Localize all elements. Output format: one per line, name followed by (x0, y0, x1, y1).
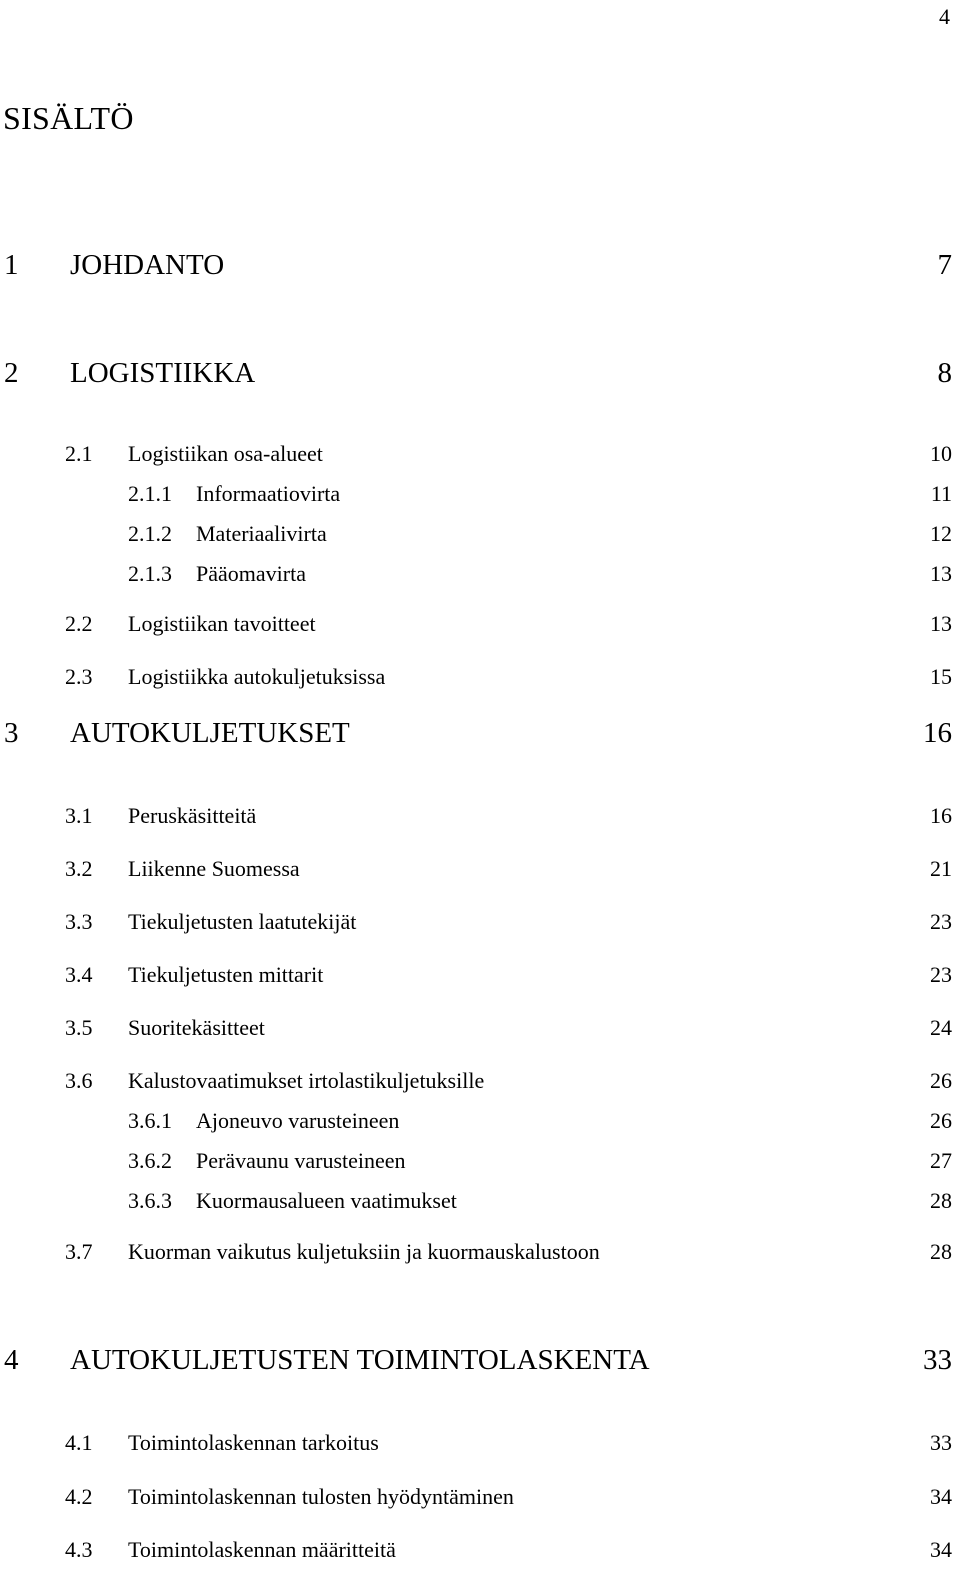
toc-entry-number: 4.3 (65, 1537, 93, 1562)
toc-entry-page: 23 (930, 909, 952, 934)
toc-entry-page: 28 (930, 1188, 952, 1213)
toc-entry-page: 21 (930, 856, 952, 881)
toc-entry-chapter-4[interactable] (0, 1344, 952, 1384)
toc-entry-page: 28 (930, 1239, 952, 1264)
toc-entry-number: 3.3 (65, 909, 93, 934)
toc-entry-number: 3 (4, 717, 19, 749)
toc-entry-title: JOHDANTO (70, 249, 225, 281)
toc-entry-number: 2.1 (65, 441, 93, 466)
toc-entry-number: 3.5 (65, 1015, 93, 1040)
toc-entry-subsection-3-6-2[interactable] (0, 1148, 952, 1188)
toc-entry-number: 3.7 (65, 1239, 93, 1264)
toc-entry-title: Suoritekäsitteet (128, 1015, 265, 1040)
toc-entry-section-3-2[interactable] (0, 856, 952, 896)
toc-entry-title: Kalustovaatimukset irtolastikuljetuksille (128, 1068, 485, 1093)
toc-entry-number: 3.1 (65, 803, 93, 828)
toc-entry-page: 16 (923, 717, 952, 749)
toc-entry-title: Logistiikan tavoitteet (128, 611, 316, 636)
toc-entry-section-3-4[interactable] (0, 962, 952, 1002)
toc-entry-page: 8 (937, 357, 952, 389)
toc-entry-number: 3.6.3 (128, 1188, 172, 1213)
toc-entry-section-2-1[interactable] (0, 441, 952, 481)
toc-entry-title: AUTOKULJETUSTEN TOIMINTOLASKENTA (70, 1344, 650, 1376)
toc-entry-section-3-7[interactable] (0, 1239, 952, 1279)
toc-entry-subsection-2-1-3[interactable] (0, 561, 952, 601)
toc-entry-title: Toimintolaskennan tarkoitus (128, 1430, 379, 1455)
toc-entry-title: Toimintolaskennan määritteitä (128, 1537, 396, 1562)
toc-entry-page: 13 (930, 561, 952, 586)
toc-entry-title: Ajoneuvo varusteineen (196, 1108, 400, 1133)
toc-entry-page: 15 (930, 664, 952, 689)
toc-entry-title: Toimintolaskennan tulosten hyödyntäminen (128, 1484, 514, 1509)
toc-entry-title: Peruskäsitteitä (128, 803, 257, 828)
toc-entry-section-3-6[interactable] (0, 1068, 952, 1108)
toc-entry-number: 2.3 (65, 664, 93, 689)
toc-entry-number: 3.6 (65, 1068, 93, 1093)
toc-entry-page: 13 (930, 611, 952, 636)
toc-entry-number: 2.1.1 (128, 481, 172, 506)
toc-entry-number: 2.1.2 (128, 521, 172, 546)
toc-entry-section-4-2[interactable] (0, 1484, 952, 1524)
toc-entry-number: 4.1 (65, 1430, 93, 1455)
toc-entry-chapter-1[interactable] (0, 249, 952, 289)
toc-entry-page: 7 (937, 249, 952, 281)
toc-entry-page: 11 (930, 481, 952, 506)
toc-entry-title: Tiekuljetusten laatutekijät (128, 909, 357, 934)
toc-entry-number: 3.4 (65, 962, 93, 987)
toc-entry-section-3-3[interactable] (0, 909, 952, 949)
toc-entry-number: 3.6.2 (128, 1148, 172, 1173)
toc-entry-page: 26 (930, 1108, 952, 1133)
toc-entry-page: 34 (930, 1484, 952, 1509)
toc-entry-number: 1 (4, 249, 19, 281)
toc-entry-title: Logistiikka autokuljetuksissa (128, 664, 386, 689)
toc-entry-page: 33 (930, 1430, 952, 1455)
toc-entry-section-2-3[interactable] (0, 664, 952, 704)
toc-entry-number: 4.2 (65, 1484, 93, 1509)
toc-entry-chapter-2[interactable] (0, 357, 952, 397)
toc-entry-title: Pääomavirta (196, 561, 306, 586)
toc-entry-chapter-3[interactable] (0, 717, 952, 757)
toc-entry-page: 23 (930, 962, 952, 987)
toc-entry-page: 33 (923, 1344, 952, 1376)
toc-entry-subsection-2-1-1[interactable] (0, 481, 952, 521)
toc-entry-title: AUTOKULJETUKSET (70, 717, 350, 749)
toc-entry-page: 10 (930, 441, 952, 466)
toc-entry-section-4-1[interactable] (0, 1430, 952, 1470)
toc-entry-title: Materiaalivirta (196, 521, 327, 546)
toc-entry-subsection-3-6-3[interactable] (0, 1188, 952, 1228)
toc-entry-title: Informaatiovirta (196, 481, 341, 506)
toc-entry-section-2-2[interactable] (0, 611, 952, 651)
toc-entry-page: 24 (930, 1015, 952, 1040)
toc-entry-page: 27 (930, 1148, 952, 1173)
toc-entry-section-3-5[interactable] (0, 1015, 952, 1055)
toc-entry-number: 3.6.1 (128, 1108, 172, 1133)
toc-entry-title: Tiekuljetusten mittarit (128, 962, 324, 987)
toc-entry-page: 12 (930, 521, 952, 546)
toc-entry-number: 2 (4, 357, 19, 389)
toc-entry-title: LOGISTIIKKA (70, 357, 256, 389)
toc-entry-title: Kuormausalueen vaatimukset (196, 1188, 457, 1213)
toc-entry-title: Kuorman vaikutus kuljetuksiin ja kuormauskalustoon (128, 1239, 600, 1264)
page-number: 4 (939, 4, 950, 29)
toc-entry-subsection-3-6-1[interactable] (0, 1108, 952, 1148)
toc-entry-page: 26 (930, 1068, 952, 1093)
toc-entry-subsection-2-1-2[interactable] (0, 521, 952, 561)
toc-entry-section-3-1[interactable] (0, 803, 952, 843)
toc-entry-page: 16 (930, 803, 952, 828)
toc-entry-title: Liikenne Suomessa (128, 856, 300, 881)
toc-entry-number: 2.2 (65, 611, 93, 636)
toc-entry-number: 2.1.3 (128, 561, 172, 586)
toc-entry-title: Logistiikan osa-alueet (128, 441, 323, 466)
toc-entry-page: 34 (930, 1537, 952, 1562)
toc-heading: SISÄLTÖ (3, 100, 134, 136)
toc-entry-number: 4 (4, 1344, 19, 1376)
toc-entry-number: 3.2 (65, 856, 93, 881)
toc-entry-section-4-3[interactable] (0, 1537, 952, 1577)
toc-entry-title: Perävaunu varusteineen (196, 1148, 406, 1173)
